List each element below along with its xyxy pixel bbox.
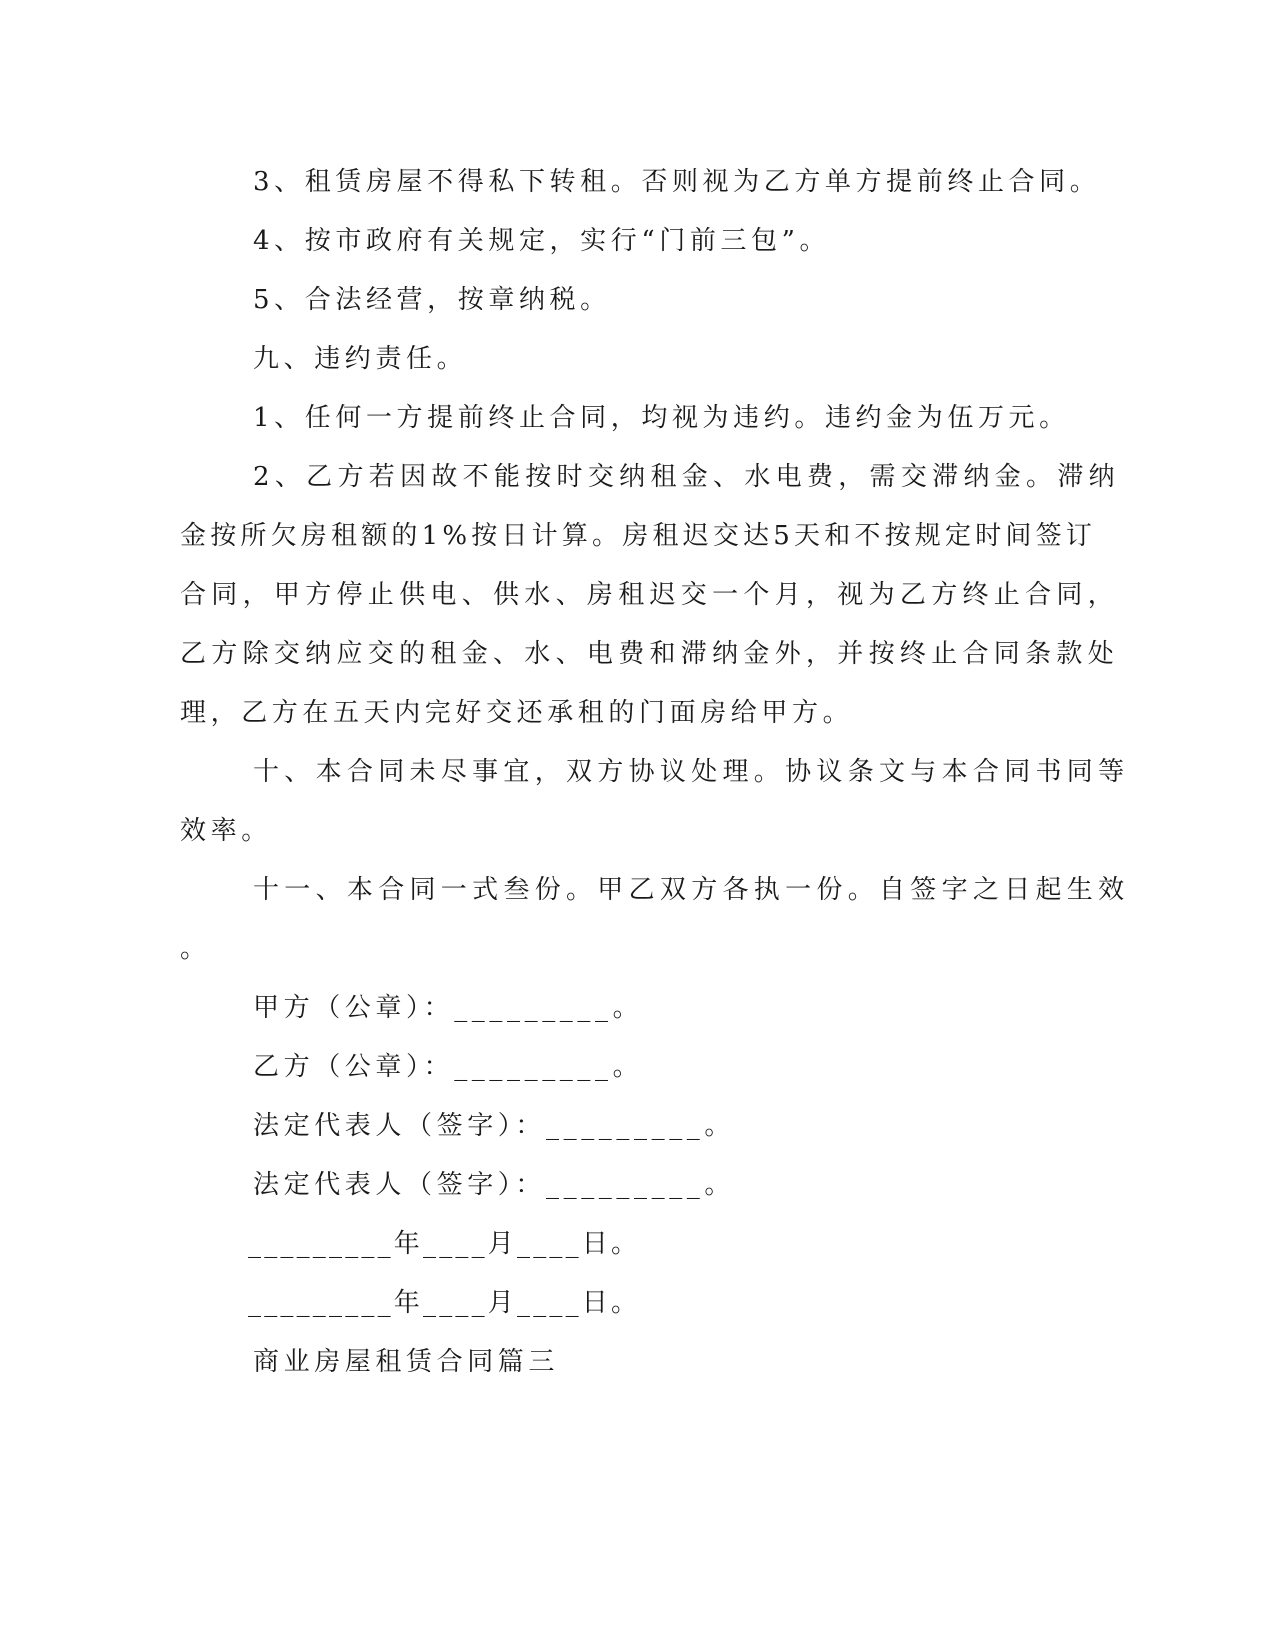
party-a-representative-signature-line: 法定代表人（签字）：_________。 (253, 1111, 736, 1141)
clause-9-item-2-line-4: 乙方除交纳应交的租金、水、电费和滞纳金外，并按终止合同条款处 (180, 639, 1120, 669)
clause-10-line-2: 效率。 (180, 816, 272, 846)
party-a-seal-line: 甲方（公章）：_________。 (253, 993, 644, 1023)
section-title-part-three: 商业房屋租赁合同篇三 (253, 1347, 560, 1377)
clause-9-item-2-line-2: 金按所欠房租额的1%按日计算。房租迟交达5天和不按规定时间签订 (180, 521, 1096, 551)
clause-11-line-2: 。 (180, 934, 211, 964)
date-line-1: _________年____月____日。 (248, 1229, 641, 1259)
party-b-representative-signature-line: 法定代表人（签字）：_________。 (253, 1170, 736, 1200)
clause-8-item-5: 5、合法经营，按章纳税。 (253, 285, 611, 315)
section-heading-breach-liability: 九、违约责任。 (253, 344, 468, 374)
clause-9-item-2-line-3: 合同，甲方停止供电、供水、房租迟交一个月，视为乙方终止合同， (180, 580, 1120, 610)
clause-9-item-2-line-5: 理，乙方在五天内完好交还承租的门面房给甲方。 (180, 698, 854, 728)
clause-11-line-1: 十一、本合同一式叁份。甲乙双方各执一份。自签字之日起生效 (253, 875, 1130, 905)
clause-8-item-3: 3、租赁房屋不得私下转租。否则视为乙方单方提前终止合同。 (253, 167, 1101, 197)
clause-9-item-2-line-1: 2、乙方若因故不能按时交纳租金、水电费，需交滞纳金。滞纳 (253, 462, 1120, 492)
clause-8-item-4: 4、按市政府有关规定，实行“门前三包”。 (253, 226, 831, 256)
clause-10-line-1: 十、本合同未尽事宜，双方协议处理。协议条文与本合同书同等 (253, 757, 1130, 787)
clause-9-item-1: 1、任何一方提前终止合同，均视为违约。违约金为伍万元。 (253, 403, 1070, 433)
date-line-2: _________年____月____日。 (248, 1288, 641, 1318)
party-b-seal-line: 乙方（公章）：_________。 (253, 1052, 644, 1082)
